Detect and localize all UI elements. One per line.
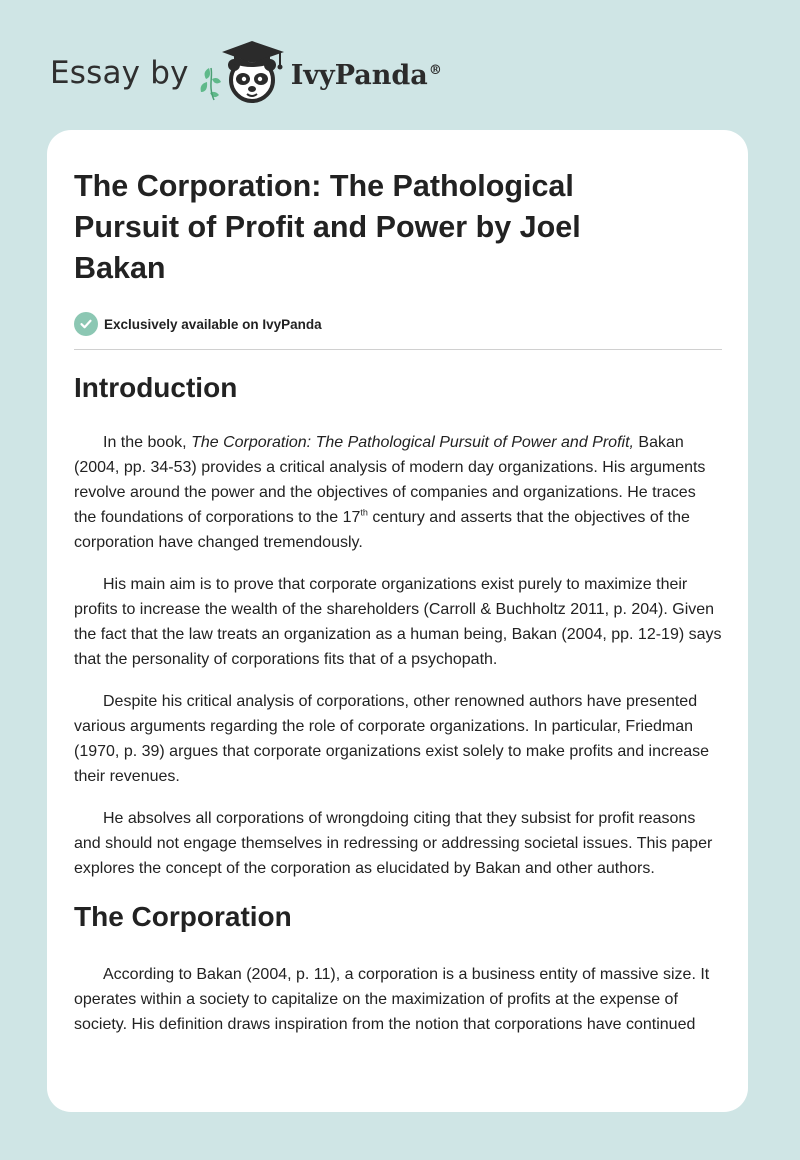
paragraph: Despite his critical analysis of corporations, other renowned authors have presented various arguments regarding the role of corporate organizations. In particular, Friedman (1970, p. 39) argues that corporate organizations exist solely to make profits and increase their revenues. [74, 693, 710, 785]
essay-title: The Corporation: The Pathological Pursuit of Profit and Power by Joel Bakan [74, 169, 581, 285]
section-heading: The Corporation [74, 901, 292, 932]
panda-graduate-icon [197, 38, 289, 108]
section-the-corporation [74, 900, 722, 1037]
paragraph: According to Bakan (2004, p. 11), a corporation is a business entity of massive size. It operates within a society to capitalize on the maximization of profits at the expense of society. His definition draws inspiration from the notion that corporations have continued [74, 966, 710, 1033]
paragraph: His main aim is to prove that corporate organizations exist purely to maximize their profits to increase the wealth of the shareholders (Carroll & Buchholtz 2011, p. 204). Given the fact that the law treats an organization as a human being, Bakan (2004, pp. 12-19) says that the personality of corporations fits that of a psychopath. [74, 576, 722, 668]
paragraph: He absolves all corporations of wrongdoing citing that they subsist for profit reasons and should not engage themselves in redressing or addressing societal issues. This paper explores the concept of the corporation as elucidated by Bakan and other authors. [74, 810, 713, 877]
paragraph: In the book, The Corporation: The Pathological Pursuit of Power and Profit, Bakan (2004, pp. 34-53) provides a critical analysis of modern day organizations. His arguments revolve around the power and the objectives of companies and organizations. He traces the foundations of corporations to the 17th century and asserts that the objectives of the corporation have changed tremendously. [74, 434, 706, 551]
exclusive-badge [74, 312, 722, 336]
exclusive-label: Exclusively available on IvyPanda [104, 316, 322, 332]
brand-name: IvyPanda® [290, 59, 442, 91]
section-introduction [74, 371, 722, 881]
section-heading: Introduction [74, 372, 238, 403]
essay-card [47, 130, 748, 1112]
brand-header [50, 38, 442, 108]
divider [74, 349, 722, 350]
check-circle-icon [74, 312, 98, 336]
brand-prefix: Essay by [50, 55, 189, 91]
